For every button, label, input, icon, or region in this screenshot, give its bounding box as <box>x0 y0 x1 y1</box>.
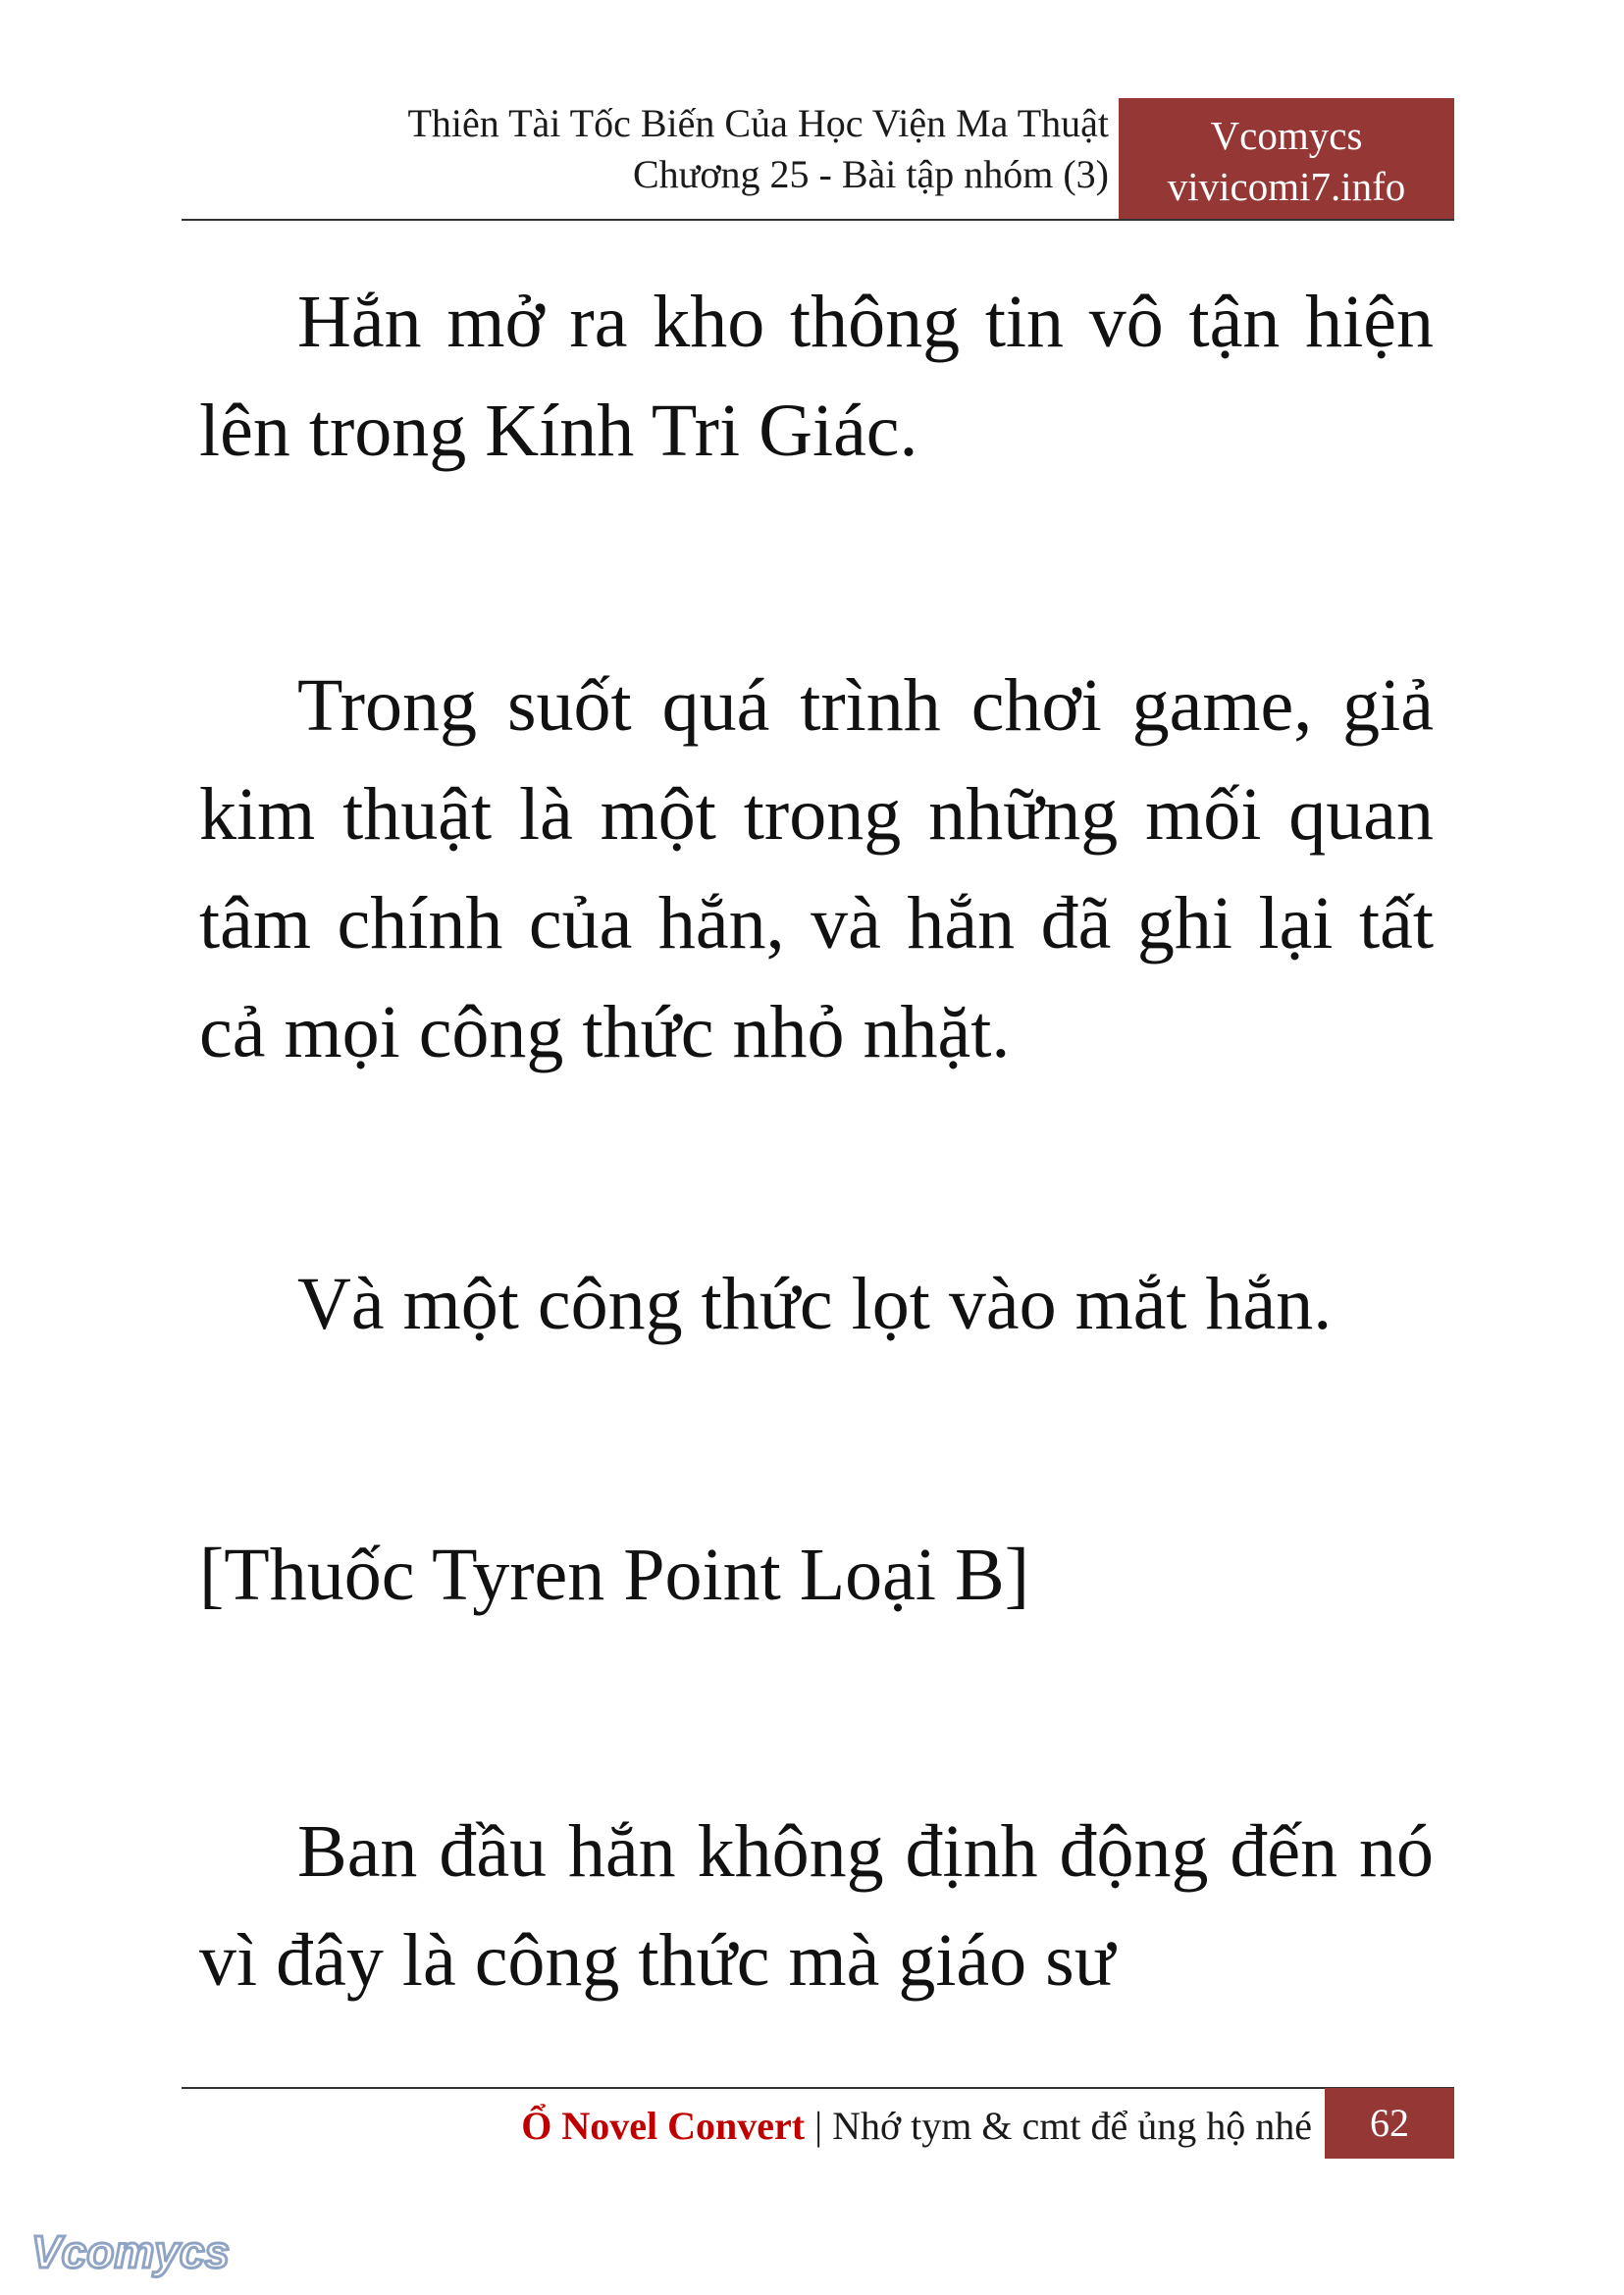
running-header <box>182 98 1109 200</box>
paragraph-1: Hắn mở ra kho thông tin vô tận hiện lên trong Kính Tri Giác. <box>199 281 1434 472</box>
site-name: Vcomycs <box>1210 113 1363 158</box>
paragraph-5: Ban đầu hắn không định động đến nó vì đây là công thức mà giáo sư <box>199 1810 1434 2002</box>
site-badge <box>1119 98 1454 221</box>
watermark-text: Vcomycs <box>31 2226 231 2277</box>
footer-brand: Ổ Novel Convert <box>521 2104 806 2148</box>
footer-message: Nhớ tym & cmt để ủng hộ nhé <box>832 2104 1312 2148</box>
book-title: Thiên Tài Tốc Biến Của Học Viện Ma Thuật <box>407 101 1109 145</box>
footer-separator: | <box>814 2104 823 2148</box>
paragraph-3: Và một công thức lọt vào mắt hắn. <box>297 1263 1333 1345</box>
paragraph-2: Trong suốt quá trình chơi game, giả kim thuật là một trong những mối quan tâm chính của hắn, và hắn đã ghi lại tất cả mọi công thức nhỏ nhặt. <box>199 664 1434 1073</box>
footer-note <box>182 2095 1312 2158</box>
header-divider <box>182 219 1454 221</box>
footer-divider <box>182 2087 1454 2089</box>
item-name-bracket: [Thuốc Tyren Point Loại B] <box>199 1534 1030 1616</box>
chapter-title: Chương 25 - Bài tập nhóm (3) <box>633 152 1109 196</box>
site-url: vivicomi7.info <box>1167 164 1406 209</box>
vcomycs-watermark-logo <box>27 2222 245 2283</box>
page-number: 62 <box>1325 2088 1454 2159</box>
